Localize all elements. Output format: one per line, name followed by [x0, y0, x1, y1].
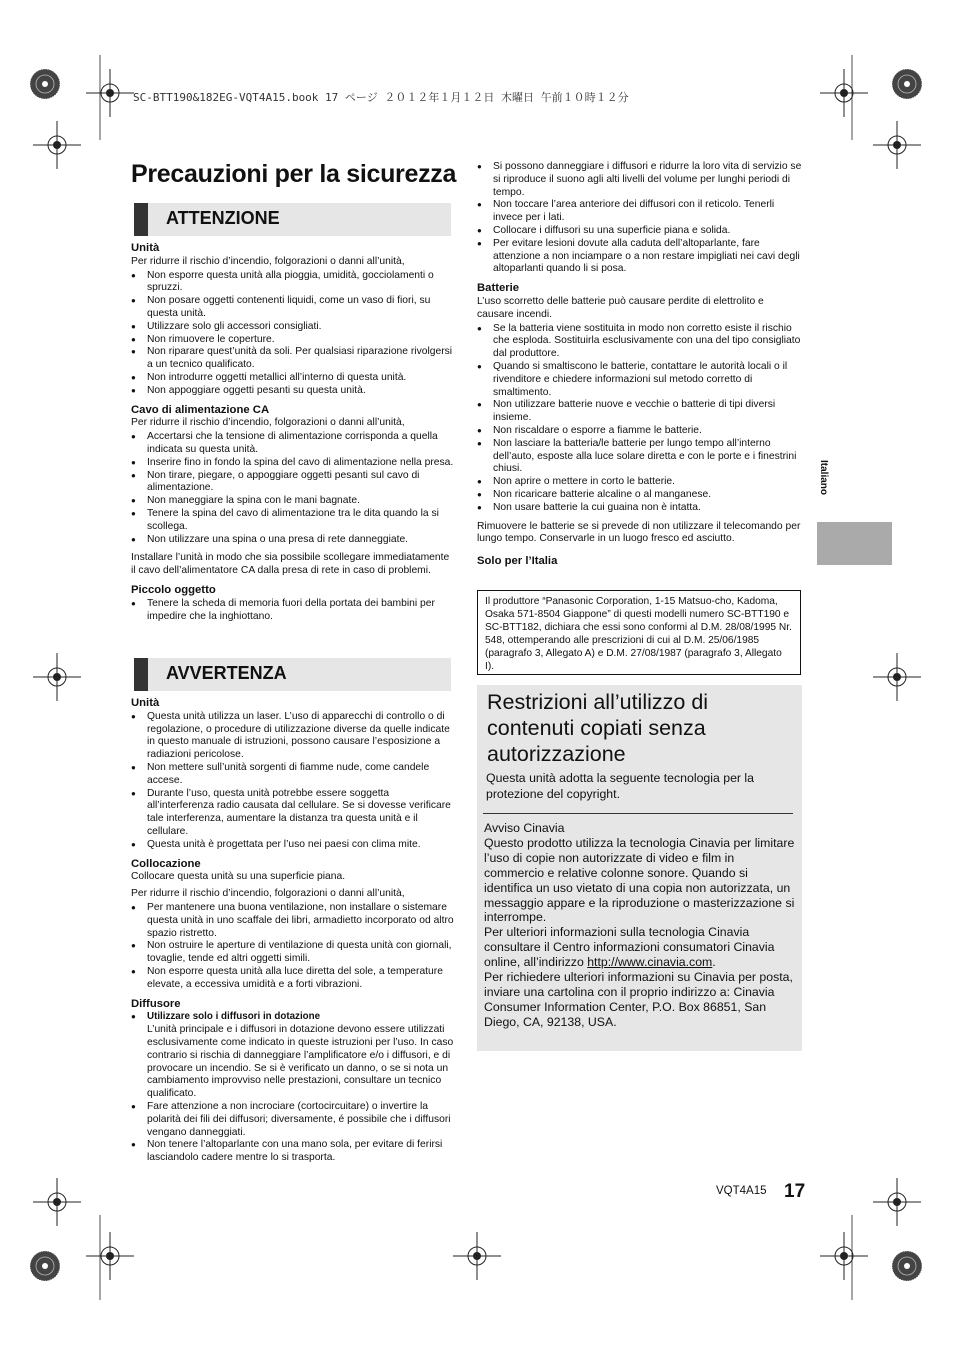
bullet-list: [131, 431, 455, 546]
panel-title: Restrizioni all’utilizzo di contenuti copiati senza autorizzazione: [487, 690, 709, 766]
bullet-list: [131, 270, 455, 398]
list-item: ● Non riparare quest’unità da soli. Per qualsiasi riparazione rivolgersi a un tecnico qualificato.: [131, 346, 455, 372]
list-item: ● Non maneggiare la spina con le mani bagnate.: [131, 495, 455, 508]
list-item: ● Non esporre questa unità alla pioggia, umidità, gocciolamenti o spruzzi.: [131, 270, 455, 296]
notice-paragraph: Per richiedere ulteriori informazioni su Cinavia per posta, inviare una cartolina con il proprio indirizzo a: Cinavia Consumer Information Center, P.O. Box 86851, San Diego, CA, 92138, USA.: [484, 970, 793, 1029]
list-item: ● Fare attenzione a non incrociare (cortocircuitare) o invertire la polarità dei fili dei diffusori; diversamente, é possibile che i diffusori vengano danneggiati.: [131, 1101, 455, 1139]
list-item: ● Per evitare lesioni dovute alla caduta dell’altoparlante, fare attenzione a non inciampare o a non restare impigliati nei cavi degli altoparlanti quando li si posa.: [477, 238, 803, 276]
subheading-batterie: Batterie: [477, 282, 520, 295]
list-item: ● Non esporre questa unità alla luce diretta del sole, a temperature elevate, a eccessiva umidità e a forti vibrazioni.: [131, 966, 455, 992]
paragraph: L’uso scorretto delle batterie può causare perdite di elettrolito e causare incendi.: [477, 295, 764, 320]
section-attenzione-header: [134, 203, 451, 236]
list-item: ● Tenere la spina del cavo di alimentazione tra le dita quando la si scollega.: [131, 508, 455, 534]
subheading-italia: Solo per l’Italia: [477, 555, 558, 568]
bullet-list: [477, 323, 803, 515]
language-tab-label: [820, 456, 832, 506]
list-item: ● Non toccare l’area anteriore dei diffusori con il reticolo. Tenerli invece per i lati.: [477, 199, 803, 225]
list-item: ● Durante l’uso, questa unità potrebbe essere soggetta all’interferenza radio causata dal cellulare. Se si dovesse verificare tale interferenza, aumentare la distanza tra questa unità e il cellulare.: [131, 788, 455, 839]
section-avvertenza-title: AVVERTENZA: [166, 663, 287, 683]
panel-intro: Questa unità adotta la seguente tecnologia per la protezione del copyright.: [486, 771, 754, 801]
list-item: ● Non ostruire le aperture di ventilazione di questa unità con giornali, tovaglie, tende ed altri oggetti simili.: [131, 940, 455, 966]
list-item: ● Non lasciare la batteria/le batterie per lungo tempo all’interno dell’auto, esposte alla luce solare diretta e con le porte e i finestrini chiusi.: [477, 438, 803, 476]
avvertenza-content: [131, 691, 455, 1168]
bullet-list: [131, 598, 455, 624]
bullet-list: [131, 1011, 455, 1165]
notice-text: .: [712, 955, 716, 970]
language-label-text: Italiano: [818, 459, 830, 496]
paragraph: Per ridurre il rischio d’incendio, folgorazioni o danni all’unità,: [131, 255, 405, 267]
right-column-content: [477, 161, 803, 569]
paragraph: Rimuovere le batterie se si prevede di non utilizzare il telecomando per lungo tempo. Conservarle in un luogo fresco ed asciutto.: [477, 520, 801, 545]
list-item: ● Questa unità è progettata per l’uso nei paesi con clima mite.: [131, 839, 455, 852]
bullet-list: [131, 902, 455, 992]
subheading-unita: Unità: [131, 242, 160, 254]
list-item: ● Tenere la scheda di memoria fuori della portata dei bambini per impedire che la inghiottano.: [131, 598, 455, 624]
list-item: ● Non introdurre oggetti metallici all’interno di questa unità.: [131, 372, 455, 385]
divider: [483, 813, 793, 814]
notice-text: Per ulteriori informazioni sulla tecnologia Cinavia consultare il Centro informazioni consumatori Cinavia online, all’indirizzo: [484, 925, 775, 970]
list-item: ● Non mettere sull’unità sorgenti di fiamme nude, come candele accese.: [131, 762, 455, 788]
paragraph: Collocare questa unità su una superficie piana.: [131, 871, 346, 883]
list-item: ● Collocare i diffusori su una superficie piana e solida.: [477, 225, 803, 238]
list-item: ● Non posare oggetti contenenti liquidi, come un vaso di fiori, su questa unità.: [131, 295, 455, 321]
section-avvertenza-header: [134, 658, 451, 691]
list-item: ● Non tirare, piegare, o appoggiare oggetti pesanti sul cavo di alimentazione.: [131, 470, 455, 496]
copyright-panel: [477, 685, 802, 1051]
list-item: ● Accertarsi che la tensione di alimentazione corrisponda a quella indicata su questa unità.: [131, 431, 455, 457]
subheading-cavo: Cavo di alimentazione CA: [131, 403, 270, 416]
notice-paragraph: Questo prodotto utilizza la tecnologia Cinavia per limitare l’uso di copie non autorizzate di video e film in commercio e relative colonne sonore. Quando si identifica un uso vietato di una copia non autorizzata, un messaggio appare e la riproduzione o masterizzazione si interrompe.: [484, 835, 795, 925]
subheading-collocazione: Collocazione: [131, 857, 201, 870]
list-item: ● Quando si smaltiscono le batterie, contattare le autorità locali o il rivenditore e chiedere informazioni sul metodo corretto di smaltimento.: [477, 361, 803, 399]
list-item: ● Inserire fino in fondo la spina del cavo di alimentazione nella presa.: [131, 457, 455, 470]
list-item: ● Non ricaricare batterie alcaline o al manganese.: [477, 489, 803, 502]
notice-paragraph: [484, 925, 796, 970]
bullet-list: [131, 711, 455, 852]
page-title: Precauzioni per la sicurezza: [131, 160, 457, 188]
page-number: 17: [784, 1181, 806, 1202]
list-item: ● Questa unità utilizza un laser. L’uso di apparecchi di controllo o di regolazione, o procedure di utilizzazione diverse da quelle indicate in questo manuale di istruzioni, possono causare l’esposizione a radiazioni pericolose.: [131, 711, 455, 762]
bullet-list: [477, 161, 803, 276]
list-item: ● Non usare batterie la cui guaina non è intatta.: [477, 502, 803, 515]
list-item: ● Non utilizzare una spina o una presa di rete danneggiate.: [131, 534, 455, 547]
subheading-diffusore: Diffusore: [131, 997, 181, 1010]
list-item: ● Non aprire o mettere in corto le batterie.: [477, 476, 803, 489]
list-item: ● Non appoggiare oggetti pesanti su questa unità.: [131, 385, 455, 398]
list-item: ● Per mantenere una buona ventilazione, non installare o sistemare questa unità in uno scaffale dei libri, armadietto incorporato od altro spazio ristretto.: [131, 902, 455, 940]
cinavia-notice: [484, 821, 796, 1030]
list-item: ● Non tenere l’altoparlante con una mano sola, per evitare di ferirsi lasciandolo cadere mentre lo si trasporta.: [131, 1139, 455, 1165]
attenzione-content: [131, 236, 455, 626]
paragraph: Per ridurre il rischio d’incendio, folgorazioni o danni all’unità,: [131, 888, 405, 900]
list-item: [131, 1011, 455, 1101]
subheading-unita: Unità: [131, 697, 160, 709]
model-code: VQT4A15: [716, 1185, 767, 1197]
list-item: ● Utilizzare solo gli accessori consigliati.: [131, 321, 455, 334]
file-header: SC-BTT190&182EG-VQT4A15.book 17 ページ ２０１２年１月１２日 木曜日 午前１０時１２分: [133, 91, 629, 104]
list-item: ● Se la batteria viene sostituita in modo non corretto esiste il rischio che esploda. Sostituirla esclusivamente con una del tipo consigliato dal produttore.: [477, 323, 803, 361]
paragraph: Per ridurre il rischio d’incendio, folgorazioni o danni all’unità,: [131, 417, 405, 429]
list-item: ● Non rimuovere le coperture.: [131, 334, 455, 347]
notice-title: Avviso Cinavia: [484, 821, 565, 835]
list-item: ● Non utilizzare batterie nuove e vecchie o batterie di tipi diversi insieme.: [477, 399, 803, 425]
section-attenzione-title: ATTENZIONE: [166, 208, 280, 228]
list-item: ● Si possono danneggiare i diffusori e ridurre la loro vita di servizio se si riproduce il suono agli alti livelli del volume per lunghi periodi di tempo.: [477, 161, 803, 199]
cinavia-link[interactable]: http://www.cinavia.com: [587, 955, 713, 970]
paragraph: Installare l’unità in modo che sia possibile scollegare immediatamente il cavo dell’alimentatore CA dalla presa di rete in caso di problemi.: [131, 552, 450, 577]
list-item-text: L’unità principale e i diffusori in dotazione devono essere utilizzati esclusivamente come indicato in queste istruzioni per l’uso. In caso contrario si rischia di danneggiare l’amplificatore e/o i diffusori, e di provocare un incendio. Se si è verificato un danno, o se si nota un cambiamento improvviso nelle prestazioni, consultare un tecnico qualificato.: [147, 1024, 454, 1100]
language-tab: [817, 522, 892, 565]
subheading-piccolo: Piccolo oggetto: [131, 583, 216, 596]
list-item-bold: ● Utilizzare solo i diffusori in dotazione: [147, 1011, 321, 1023]
italia-declaration-box: Il produttore “Panasonic Corporation, 1-15 Matsuo-cho, Kadoma, Osaka 571-8504 Giappone” di questi modelli numero SC-BTT190 e SC-BTT182, dichiara che essi sono conformi al D.M. 28/08/1995 Nr. 548, ottemperando alle prescrizioni di cui al D.M. 25/06/1985 (paragrafo 3, Allegato A) e D.M. 27/08/1987 (paragrafo 3, Allegato I).: [477, 590, 801, 675]
list-item: ● Non riscaldare o esporre a fiamme le batterie.: [477, 425, 803, 438]
